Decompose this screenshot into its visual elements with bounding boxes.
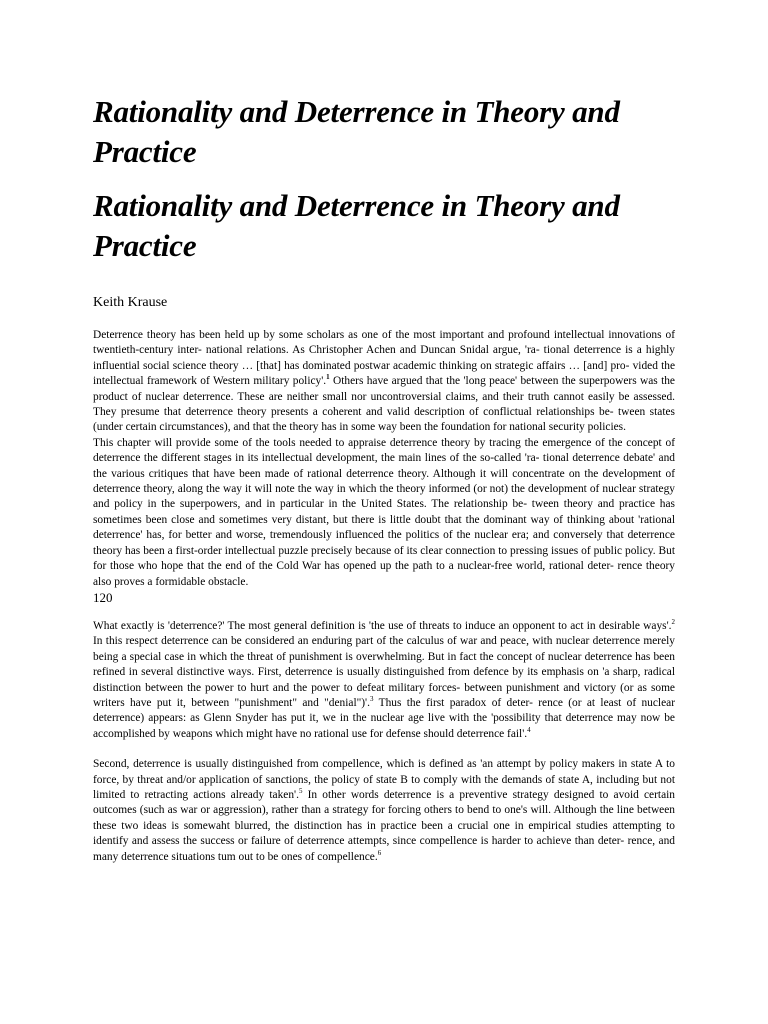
body-paragraph: Deterrence theory has been held up by some scholars as one of the most important and profound intellectual innovations of twentieth-century inter- national relations. As Christopher Achen and Duncan Snidal argue, 'ra- tional deterrence is a highly influential social science theory … [that] has dominated postwar academic thinking on strategic affairs … [and] pro- vided the intellectual framework of Western military policy'.$^1$ Others have argued that the 'long peace' between the superpowers was the product of nuclear deterrence. These are neither small nor uncontroversial claims, and their truth cannot easily be assessed. They presume that deterrence theory presents a coherent and valid description of conflictual relationships be- tween states (under certain circumstances), and that the theory has in some way been the foundation for national security policies. This chapter will provide some of the tools needed to appraise deterrence theory by tracing the emergence of the concept of deterrence the different stages in its intellectual development, the main lines of the so-called 'ra- tional deterrence debate' and the various critiques that have been made of rational deterrence theory. Although it will concentrate on the development of deterrence theory, along the way it will note the way in which the theory informed (or not) the development of nuclear strategy and policy in the superpowers, and in particular in the United States. The relationship be- tween theory and practice has sometimes been close and sometimes very distant, but there is little doubt that the dominant way of thinking about 'rational deterrence' has, for better and worse, tremendously influenced the politics of the nuclear era; and conversely that deterrence theory has been a first-order intellectual puzzle precisely because of its clear connection to pressing issues of public policy. But for those who hope that the end of the Cold War has opened up the path to a nuclear-free world, rational deter- rence theory also proves a formidable obstacle. xyxy=(93,329,675,588)
footnote-marker[interactable]: 5 xyxy=(298,786,303,795)
footnote-marker[interactable]: 4 xyxy=(527,725,531,734)
document-title: Rationality and Deterrence in Theory and Practice xyxy=(93,94,620,169)
footnote-marker[interactable]: 6 xyxy=(377,848,382,857)
document-title-repeat: Rationality and Deterrence in Theory and Practice xyxy=(93,188,620,263)
footnote-marker[interactable]: 2 xyxy=(671,617,675,626)
page-number: 120 xyxy=(93,589,113,605)
footnote-marker[interactable]: 1 xyxy=(326,373,330,382)
document-page xyxy=(93,92,675,865)
footnote-marker[interactable]: 3 xyxy=(369,694,374,703)
body-paragraph: Second, deterrence is usually distinguished from compellence, which is defined as 'an attempt by policy makers in state A to force, by threat and/or application of sanctions, the policy of state B to comply with the demands of state A, including but not limited to retracting actions already taken'.$^5$ In other words deterrence is a preventive strategy designed to avoid certain outcomes (such as war or aggression), rather than a strategy for forcing others to bend to one's will. Although the line between these two ideas is somewaht blurred, the distinction has in practice been a crucial one in empirical studies attempting to identify and assess the success or failure of deterrence attempts, since compellence is harder to achieve than deter- rence, and many deterrence situations tum out to be ones of compellence.$^6$ xyxy=(93,758,675,863)
author-name: Keith Krause xyxy=(93,295,168,310)
body-paragraph: What exactly is 'deterrence?' The most general definition is 'the use of threats to induce an opponent to act in desirable ways'.$^2$ In this respect deterrence can be considered an enduring part of the calculus of war and peace, with nuclear deterrence merely being a special case in which the threat of punishment is overwhelming. But in fact the concept of nuclear deterrence has been refined in several distinctive ways. First, deterrence is usually distinguished from defence by its emphasis on 'a sharp, radical distinction between the power to hurt and the power to defeat military forces- between punishment and victory (or as some writers have put it, between "punishment" and "denial")'.$^3$ Thus the first paradox of deter- rence (or at least of nuclear deterrence) appears: as Glenn Snyder has put it, we in the nuclear age live with the 'possibility that deterrence may now be accomplished by weapons which might have no rational use for defense should deterrence fail'.$^4$ xyxy=(93,617,675,740)
